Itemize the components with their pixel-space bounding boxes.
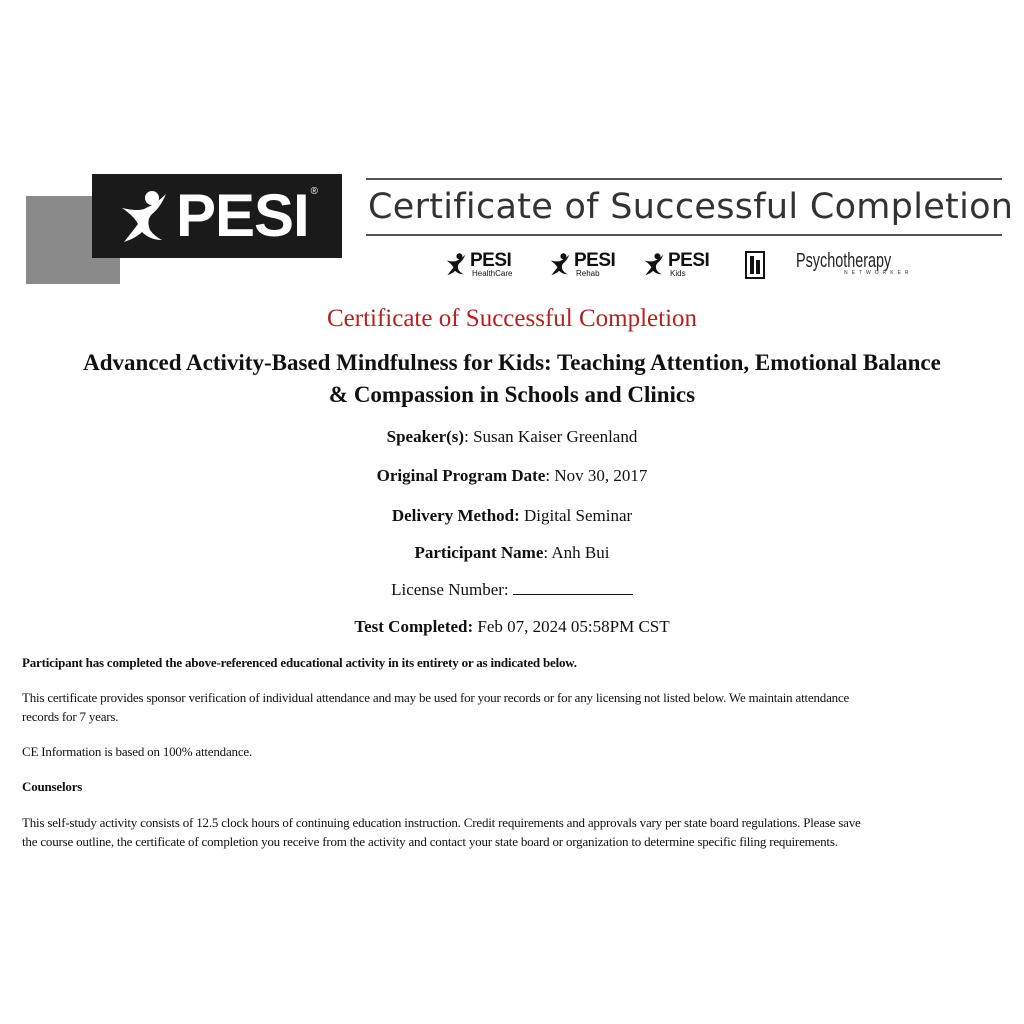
header-rule-top: [366, 178, 1002, 180]
pesi-kids-logo: [642, 246, 709, 282]
pesi-figure-icon: [444, 252, 468, 276]
sub-brand-name: PESI: [574, 249, 616, 271]
speaker-field: [0, 426, 1024, 448]
ce-information: CE Information is based on 100% attendance.: [22, 744, 253, 759]
sub-brand-name: PESI: [668, 249, 710, 271]
logo-wordmark: PESI: [175, 182, 309, 249]
certificate-title: Certificate of Successful Completion: [326, 305, 698, 332]
logo-registered-mark: ®: [310, 186, 319, 197]
counselors-paragraph: [22, 813, 1004, 851]
test-completed-label: Test Completed:: [354, 617, 474, 636]
participant-label: Participant Name: [414, 543, 544, 562]
program-date-value: : Nov 30, 2017: [545, 466, 648, 485]
pesi-logo: [92, 174, 342, 258]
counselors-heading: Counselors: [22, 779, 83, 794]
counselors-line-1: This self-study activity consists of 12.5 clock hours of continuing education instruction. Credit requirements and approvals vary per state board regulations. Please save: [22, 815, 861, 830]
verification-line-2: records for 7 years.: [22, 709, 119, 724]
pesi-healthcare-logo: [444, 246, 512, 282]
test-completed-field: [0, 616, 1024, 638]
test-completed-value: Feb 07, 2024 05:58PM CST: [473, 617, 670, 636]
header-title: Certificate of Successful Completion: [368, 187, 1014, 227]
program-date-label: Original Program Date: [376, 466, 546, 485]
speaker-value: : Susan Kaiser Greenland: [464, 427, 638, 446]
license-blank-line: [513, 580, 633, 595]
header-rule-bottom: [366, 234, 1002, 236]
pesi-publishing-icon: [744, 250, 766, 280]
delivery-method-field: [0, 505, 1024, 527]
sub-brand-label: Kids: [670, 268, 686, 278]
pesi-rehab-logo: [548, 246, 615, 282]
speaker-label: Speaker(s): [386, 427, 465, 446]
psychotherapy-networker-sub: NETWORKER: [844, 270, 913, 276]
sub-brand-label: Rehab: [576, 268, 600, 278]
course-title-line-2: & Compassion in Schools and Clinics: [328, 382, 696, 407]
completion-statement: Participant has completed the above-referenced educational activity in its entirety or as indicated below.: [22, 655, 577, 670]
participant-value: : Anh Bui: [543, 543, 610, 562]
sub-brand-label: HealthCare: [472, 268, 513, 278]
pesi-figure-icon: [642, 252, 666, 276]
pesi-figure-icon: [116, 188, 172, 244]
course-title-line-1: Advanced Activity-Based Mindfulness for Kids: Teaching Attention, Emotional Balance: [83, 350, 941, 375]
delivery-method-value: Digital Seminar: [519, 506, 633, 525]
verification-paragraph: [22, 688, 1004, 726]
license-label: License Number:: [391, 580, 513, 599]
course-title: [10, 347, 1014, 411]
sub-brand-name: PESI: [470, 249, 512, 271]
pesi-figure-icon: [548, 252, 572, 276]
program-date-field: [0, 465, 1024, 487]
counselors-line-2: the course outline, the certificate of completion you receive from the activity and contact your state board or organization to determine specific filing requirements.: [22, 834, 838, 849]
certificate-header: [0, 0, 1024, 300]
license-field: [0, 579, 1024, 601]
psychotherapy-networker-logo: Psychotherapy: [796, 250, 892, 272]
verification-line-1: This certificate provides sponsor verification of individual attendance and may be used for your records or for any licensing not listed below. We maintain attendance: [22, 690, 850, 705]
participant-field: [0, 542, 1024, 564]
delivery-method-label: Delivery Method:: [391, 506, 520, 525]
